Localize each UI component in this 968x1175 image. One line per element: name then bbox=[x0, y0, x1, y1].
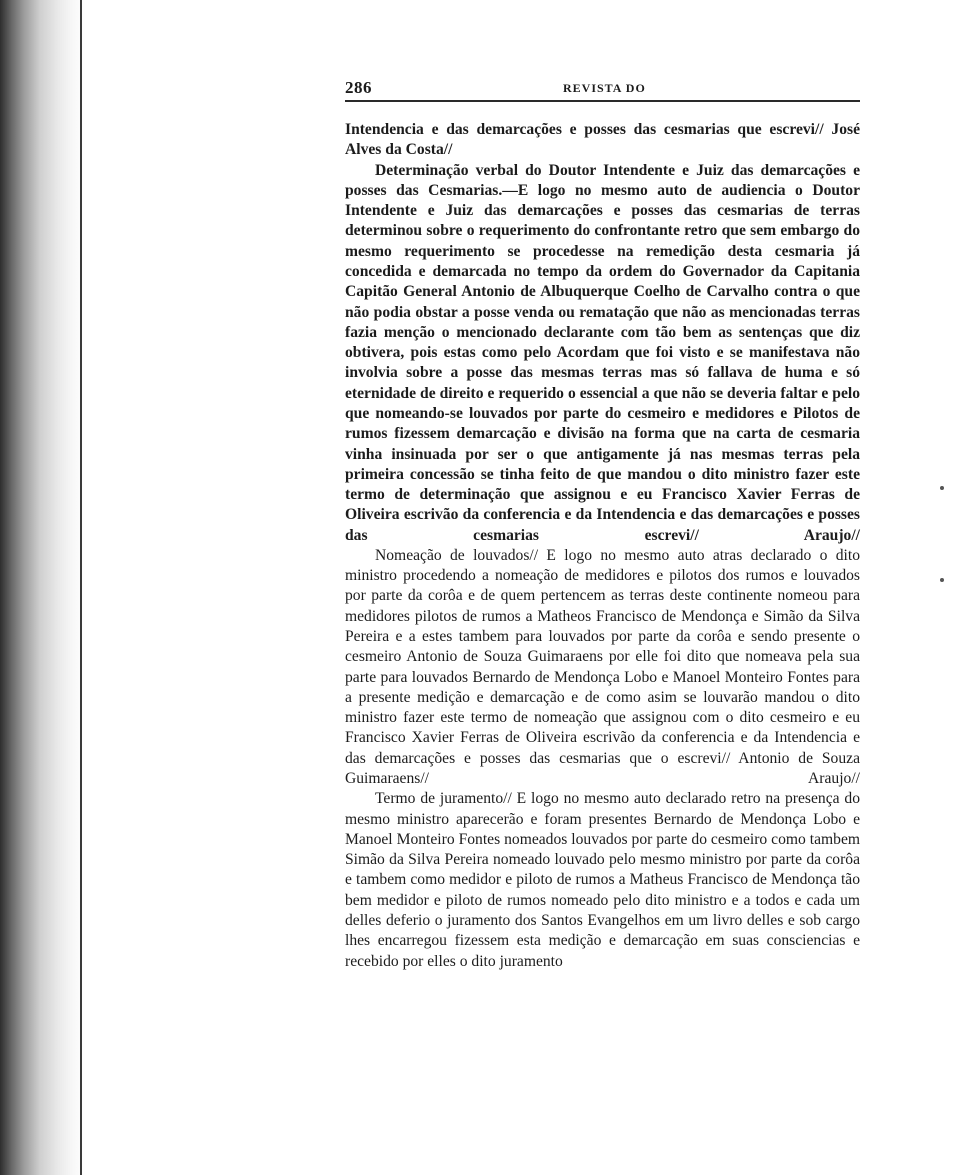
scanned-binding-edge bbox=[0, 0, 86, 1175]
page-number: 286 bbox=[345, 78, 372, 97]
paragraph-termo-de-juramento: Termo de juramento// E logo no mesmo auto declarado retro na presença do mesmo ministro aparecerão e foram presentes Bernardo de Mendonça Lobo e Manoel Monteiro Fontes nomeados louvados por parte do cesmeiro como tambem Simão da Silva Pereira nomeado louvado pelo mesmo ministro por parte da corôa e tambem como medidor e piloto de rumos a Matheus Francisco de Mendonça tão bem medidor e piloto de rumos nomeado pelo dito ministro e a todos e cada um delles deferio o juramento dos Santos Evangelhos em um livro delles e sob cargo lhes encarregou fizessem esta medição e demarcação em suas consciencias e recebido por elles o dito juramento bbox=[345, 790, 860, 970]
header-rule bbox=[345, 100, 860, 102]
running-head: REVISTA DO bbox=[563, 81, 646, 95]
binding-rule bbox=[80, 0, 82, 1175]
page-header bbox=[345, 76, 860, 104]
paragraph-intendencia: Intendencia e das demarcações e posses das cesmarias que escrevi// José Alves da Costa// bbox=[345, 121, 860, 159]
paragraph-nomeacao-de-louvados: Nomeação de louvados// E logo no mesmo auto atras declarado o dito ministro procedendo a nomeação de medidores e pilotos dos rumos e louvados por parte da corôa e de quem pertencem as terras deste continente nomeou para medidores pilotos de rumos a Matheos Francisco de Mendonça e Simão da Silva Pereira e a estes tambem para louvados por parte da corôa e sendo presente o cesmeiro Antonio de Souza Guimaraens por elle foi dito que nomeava pela sua parte para louvados Bernardo de Mendonça Lobo e Manoel Monteiro Fontes para a presente medição e demarcação e de como asim se louvarão mandou o dito ministro fazer este termo de nomeação que assignou com o dito cesmeiro e eu Francisco Xavier Ferras de Oliveira escrivão da conferencia e da Intendencia e das demarcações e posses das cesmarias que o escrevi// Antonio de Souza Guimaraens// Araujo// bbox=[345, 546, 860, 787]
scan-speck bbox=[940, 486, 944, 490]
scan-speck bbox=[940, 578, 944, 582]
paragraph-determinacao-verbal: Determinação verbal do Doutor Intendente e Juiz das demarcações e posses das Cesmarias.—E logo no mesmo auto de audiencia o Doutor Intendente e Juiz das demarcações e posses das cesmarias de terras determinou sobre o requerimento do confrontante retro que sem embargo do mesmo requerimento se procedesse na remedição desta cesmaria já concedida e demarcada no tempo da ordem do Governador da Capitania Capitão General Antonio de Albuquerque Coelho de Carvalho contra o que não podia obstar a posse venda ou rematação que não as mencionadas terras fazia menção o mencionado declarante com tão bem as sentenças que diz obtivera, pois estas como pelo Acordam que foi visto e se manifestava não involvia sobre a posse das mesmas terras mas só fallava de huma e só eternidade de direito e requerido o essencial a que não se deveria faltar e pelo que nomeando-se louvados por parte do cesmeiro e medidores e Pilotos de rumos fizessem demarcação e divisão na forma que na carta de cesmaria vinha insinuada por ser o que antigamente já nas mesmas terras pela primeira concessão se tinha feito de que mandou o dito ministro fazer este termo de determinação que assignou e eu Francisco Xavier Ferras de Oliveira escrivão da conferencia e da Intendencia e das demarcações e posses das cesmarias escrevi// Araujo// bbox=[345, 161, 860, 544]
body-text bbox=[345, 120, 860, 972]
